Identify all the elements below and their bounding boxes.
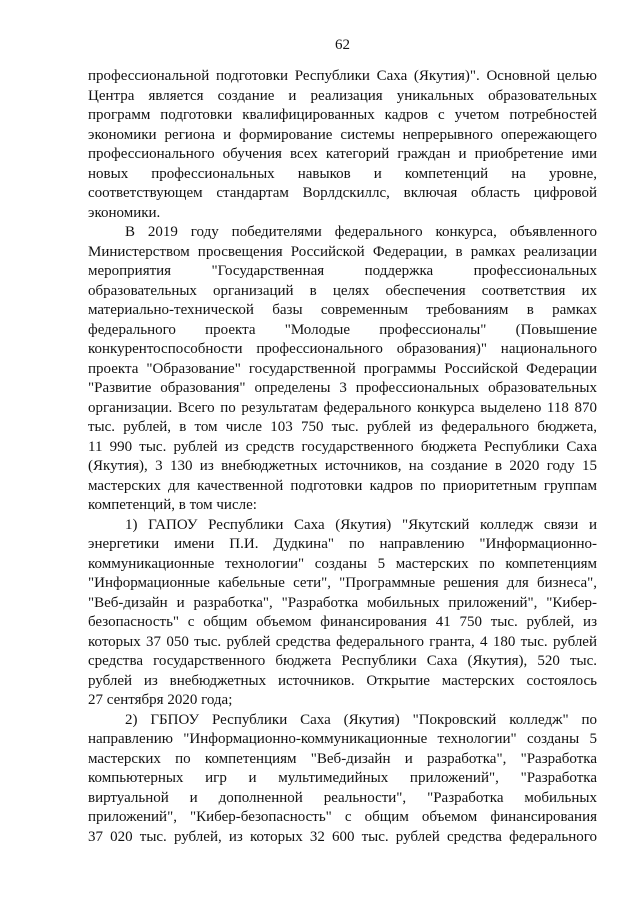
text-line: средства государственного бюджета Республики Саха (Якутия), 520 тыс. (88, 653, 597, 669)
text-line: коммуникационные технологии" созданы 5 мастерских по компетенциям (88, 555, 597, 572)
text-line: мастерских по компетенциям "Веб-дизайн и разработка", "Разработка (88, 750, 597, 767)
text-line: 2) ГБПОУ Республики Саха (Якутия) "Покровский колледж" по (125, 711, 597, 728)
text-line: соответствующем стандартам Ворлдскиллс, включая область цифровой (88, 185, 597, 201)
text-line: "Информационные кабельные сети", "Программные решения для бизнеса", (88, 575, 597, 591)
text-line: приложений", "Кибер-безопасность" с общим объемом финансирования (88, 809, 597, 825)
text-line: "Развитие образования" определены 3 профессиональных образовательных (88, 380, 597, 396)
text-line: направлению "Информационно-коммуникационные технологии" созданы 5 (88, 731, 597, 747)
text-line: безопасность" с общим объемом финансирования 41 750 тыс. рублей, из (88, 614, 597, 630)
text-line: конкурентоспособности профессионального образования)" национального (88, 341, 597, 357)
text-line: проекта "Образование" государственной программы Российской Федерации (88, 360, 597, 377)
text-line: "Веб-дизайн и разработка", "Разработка мобильных приложений", "Кибер- (88, 594, 597, 611)
text-line: новых профессиональных навыков и компетенций на уровне, (88, 165, 597, 182)
text-line: 11 990 тыс. рублей из средств государственного бюджета Республики Саха (88, 438, 597, 455)
text-line: организации. Всего по результатам федерального конкурса выделено 118 870 (88, 399, 597, 416)
text-line: рублей из внебюджетных источников. Открытие мастерских состоялось (88, 672, 597, 689)
paragraph (88, 516, 597, 711)
text-line: мастерских для качественной подготовки кадров по приоритетным группам (88, 477, 597, 494)
page-number: 62 (335, 37, 350, 53)
text-line: виртуальной и дополненной реальности", "Разработка мобильных (88, 789, 597, 806)
text-line: Центра является создание и реализация уникальных образовательных (88, 87, 597, 104)
paragraph (88, 223, 597, 516)
text-line: материально-технической базы современным требованиям в рамках (88, 302, 597, 318)
text-line: Министерством просвещения Российской Федерации, в рамках реализации (88, 243, 597, 260)
text-line: (Якутия), 3 130 из внебюджетных источников, на создание в 2020 году 15 (88, 458, 597, 474)
paragraph (88, 711, 597, 848)
text-line: тыс. рублей, в том числе 103 750 тыс. рублей из федерального бюджета, (88, 419, 597, 435)
text-line: 27 сентября 2020 года; (88, 692, 233, 708)
text-line: экономики региона и формирование системы непрерывного опережающего (88, 126, 597, 143)
text-line: 1) ГАПОУ Республики Саха (Якутия) "Якутский колледж связи и (125, 516, 597, 533)
body-text (88, 67, 597, 847)
text-line: которых 37 050 тыс. рублей средства федерального гранта, 4 180 тыс. рублей (88, 633, 597, 650)
text-line: 37 020 тыс. рублей, из которых 32 600 тыс. рублей средства федерального (88, 828, 597, 845)
text-line: энергетики имени П.И. Дудкина" по направлению "Информационно- (88, 536, 597, 552)
text-line: профессионального обучения всех категорий граждан и приобретение ими (88, 146, 597, 162)
text-line: федерального проекта "Молодые профессионалы" (Повышение (88, 321, 597, 338)
paragraph (88, 67, 597, 223)
text-line: образовательных организаций в целях обеспечения соответствия их (88, 282, 597, 299)
text-line: В 2019 году победителями федерального конкурса, объявленного (125, 224, 597, 240)
text-line: программ подготовки квалифицированных кадров с учетом потребностей (88, 107, 597, 123)
text-line: компетенций, в том числе: (88, 497, 257, 513)
text-line: компьютерных игр и мультимедийных приложений", "Разработка (88, 770, 597, 786)
text-line: экономики. (88, 204, 161, 221)
text-line: профессиональной подготовки Республики Саха (Якутия)". Основной целью (88, 68, 597, 84)
text-line: мероприятия "Государственная поддержка профессиональных (88, 263, 597, 279)
